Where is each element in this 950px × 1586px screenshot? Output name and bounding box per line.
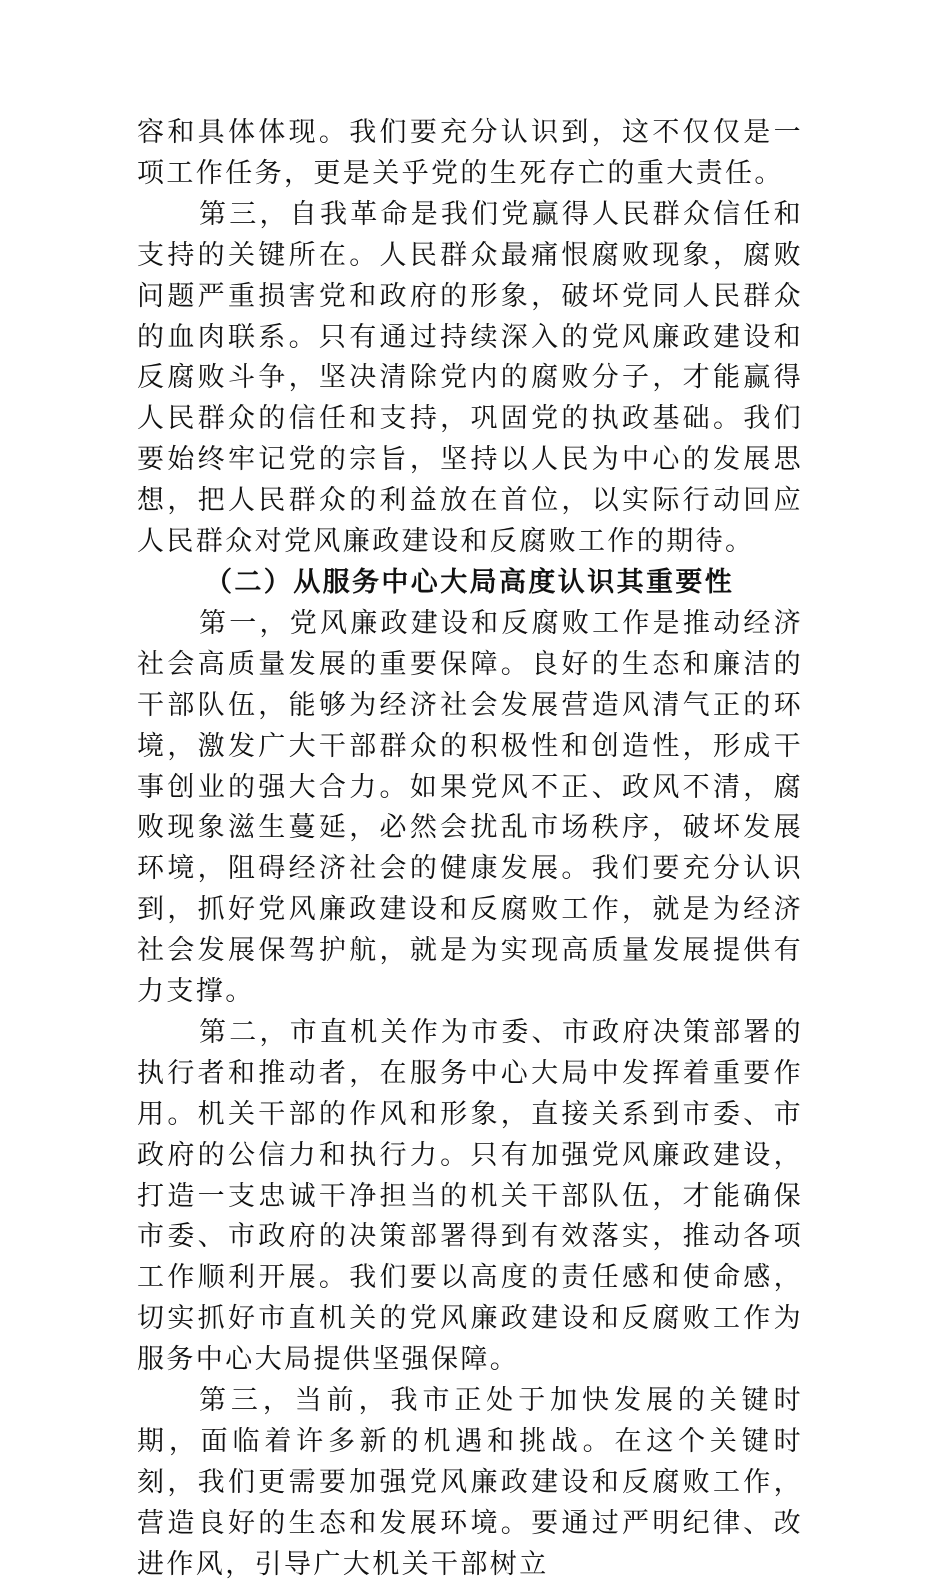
paragraph-third-point: 第三，自我革命是我们党赢得人民群众信任和支持的关键所在。人民群众最痛恨腐败现象，腐败问题严重损害党和政府的形象，破坏党同人民群众的血肉联系。只有通过持续深入的党风廉政建设和反腐败斗争，坚决清除党内的腐败分子，才能赢得人民群众的信任和支持，巩固党的执政基础。我们要始终牢记党的宗旨，坚持以人民为中心的发展思想，把人民群众的利益放在首位，以实际行动回应人民群众对党风廉政建设和反腐败工作的期待。 — [137, 198, 803, 558]
document-body — [137, 113, 803, 1586]
paragraph-first-point: 第一，党风廉政建设和反腐败工作是推动经济社会高质量发展的重要保障。良好的生态和廉洁的干部队伍，能够为经济社会发展营造风清气正的环境，激发广大干部群众的积极性和创造性，形成干事创业的强大合力。如果党风不正、政风不清，腐败现象滋生蔓延，必然会扰乱市场秩序，破坏发展环境，阻碍经济社会的健康发展。我们要充分认识到，抓好党风廉政建设和反腐败工作，就是为经济社会发展保驾护航，就是为实现高质量发展提供有力支撑。 — [137, 607, 803, 1008]
paragraph-third-point-current: 第三，当前，我市正处于加快发展的关键时期，面临着许多新的机遇和挑战。在这个关键时刻，我们更需要加强党风廉政建设和反腐败工作，营造良好的生态和发展环境。要通过严明纪律、改进作风，引导广大机关干部树立 — [137, 1385, 803, 1580]
paragraph-continuation: 容和具体体现。我们要充分认识到，这不仅仅是一项工作任务，更是关乎党的生死存亡的重大责任。 — [137, 117, 803, 189]
section-heading: （二）从服务中心大局高度认识其重要性 — [205, 566, 735, 598]
paragraph-second-point: 第二，市直机关作为市委、市政府决策部署的执行者和推动者，在服务中心大局中发挥着重要作用。机关干部的作风和形象，直接关系到市委、市政府的公信力和执行力。只有加强党风廉政建设，打造一支忠诚干净担当的机关干部队伍，才能确保市委、市政府的决策部署得到有效落实，推动各项工作顺利开展。我们要以高度的责任感和使命感，切实抓好市直机关的党风廉政建设和反腐败工作为服务中心大局提供坚强保障。 — [137, 1016, 803, 1376]
